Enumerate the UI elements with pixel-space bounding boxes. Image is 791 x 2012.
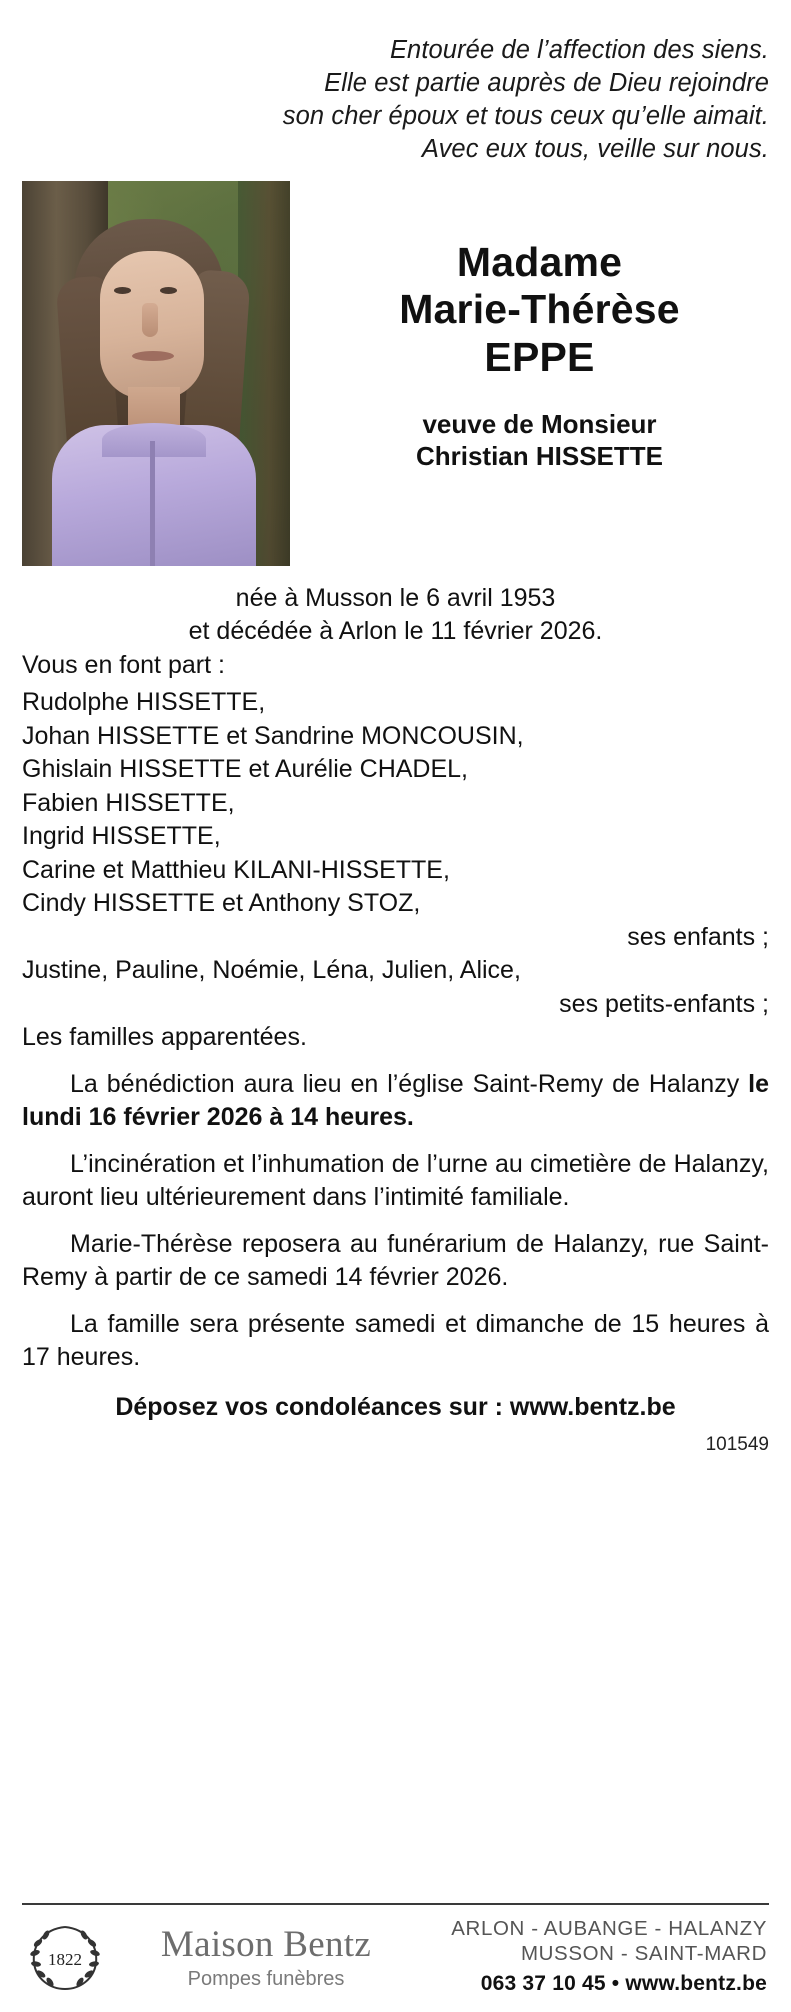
brand-block — [108, 1923, 416, 1991]
grandchildren-label: ses petits-enfants ; — [559, 989, 769, 1018]
figure-zipper — [150, 441, 155, 566]
cremation-paragraph: L’incinération et l’inhumation de l’urne au cimetière de Halanzy, auront lieu ultérieurement dans l’intimité familiale. — [22, 1149, 769, 1212]
hero-section — [22, 181, 769, 566]
name-block — [290, 181, 769, 473]
list-item: Ingrid HISSETTE, — [22, 822, 221, 851]
death-date: et décédée à Arlon le 11 février 2026. — [188, 617, 603, 646]
laurel-crest-icon — [22, 1919, 108, 1995]
footer-contact — [416, 1917, 769, 1996]
repose-paragraph: Marie-Thérèse reposera au funérarium de Halanzy, rue Saint-Remy à partir de ce samedi 14 février 2026. — [22, 1229, 769, 1292]
blessing-paragraph — [22, 1068, 769, 1135]
photo-figure — [56, 219, 252, 566]
deceased-title: Madame — [456, 238, 623, 285]
figure-nose — [142, 303, 158, 337]
footer — [22, 1903, 769, 1996]
list-item: Fabien HISSETTE, — [22, 788, 235, 817]
family-presence-paragraph: La famille sera présente samedi et dimanche de 15 heures à 17 heures. — [22, 1309, 769, 1372]
epigraph — [22, 0, 769, 167]
grandchildren-list: Justine, Pauline, Noémie, Léna, Julien, Alice, — [22, 956, 521, 985]
epigraph-line-2: Elle est partie auprès de Dieu rejoindre — [324, 69, 769, 98]
brand-subtitle: Pompes funèbres — [187, 1967, 345, 1990]
contact-line[interactable]: 063 37 10 45 • www.bentz.be — [480, 1972, 767, 1995]
announcement-intro: Vous en font part : — [22, 650, 225, 679]
spouse-line-2: Christian HISSETTE — [415, 440, 664, 471]
portrait-photo — [22, 181, 290, 566]
list-item: Rudolphe HISSETTE, — [22, 688, 266, 717]
crest-year: 1822 — [48, 1949, 82, 1969]
blessing-datetime: le lundi 16 février 2026 à 14 heures. — [22, 1069, 769, 1132]
figure-eye-right — [160, 287, 177, 294]
children-label: ses enfants ; — [627, 922, 769, 951]
epigraph-line-1: Entourée de l’affection des siens. — [389, 36, 769, 64]
list-item: Johan HISSETTE et Sandrine MONCOUSIN, — [22, 721, 524, 750]
deceased-first-name: Marie-Thérèse — [399, 286, 680, 333]
locations-line-1: ARLON - AUBANGE - HALANZY — [451, 1917, 767, 1940]
list-item: Carine et Matthieu KILANI-HISSETTE, — [22, 855, 450, 884]
deceased-name — [310, 239, 769, 382]
spouse-line-1: veuve de Monsieur — [422, 409, 657, 440]
condolences-line[interactable]: Déposez vos condoléances sur : www.bentz.be — [115, 1392, 676, 1421]
spouse-info — [310, 409, 769, 472]
list-item: Ghislain HISSETTE et Aurélie CHADEL, — [22, 755, 468, 784]
related-families: Les familles apparentées. — [22, 1023, 307, 1052]
reference-number: 101549 — [705, 1434, 769, 1456]
announcement-body — [22, 582, 769, 1458]
blessing-text: La bénédiction aura lieu en l’église Saint-Remy de Halanzy — [70, 1069, 749, 1098]
list-item: Cindy HISSETTE et Anthony STOZ, — [22, 889, 421, 918]
birth-date: née à Musson le 6 avril 1953 — [235, 583, 556, 612]
locations-line-2: MUSSON - SAINT-MARD — [520, 1942, 767, 1965]
epigraph-line-4: Avec eux tous, veille sur nous. — [421, 135, 769, 164]
figure-eye-left — [114, 287, 131, 294]
children-list — [22, 686, 769, 921]
figure-mouth — [132, 351, 174, 361]
deceased-last-name: EPPE — [484, 333, 595, 380]
epigraph-line-3: son cher époux et tous ceux qu’elle aimait. — [282, 102, 769, 131]
brand-name: Maison Bentz — [160, 1923, 372, 1965]
